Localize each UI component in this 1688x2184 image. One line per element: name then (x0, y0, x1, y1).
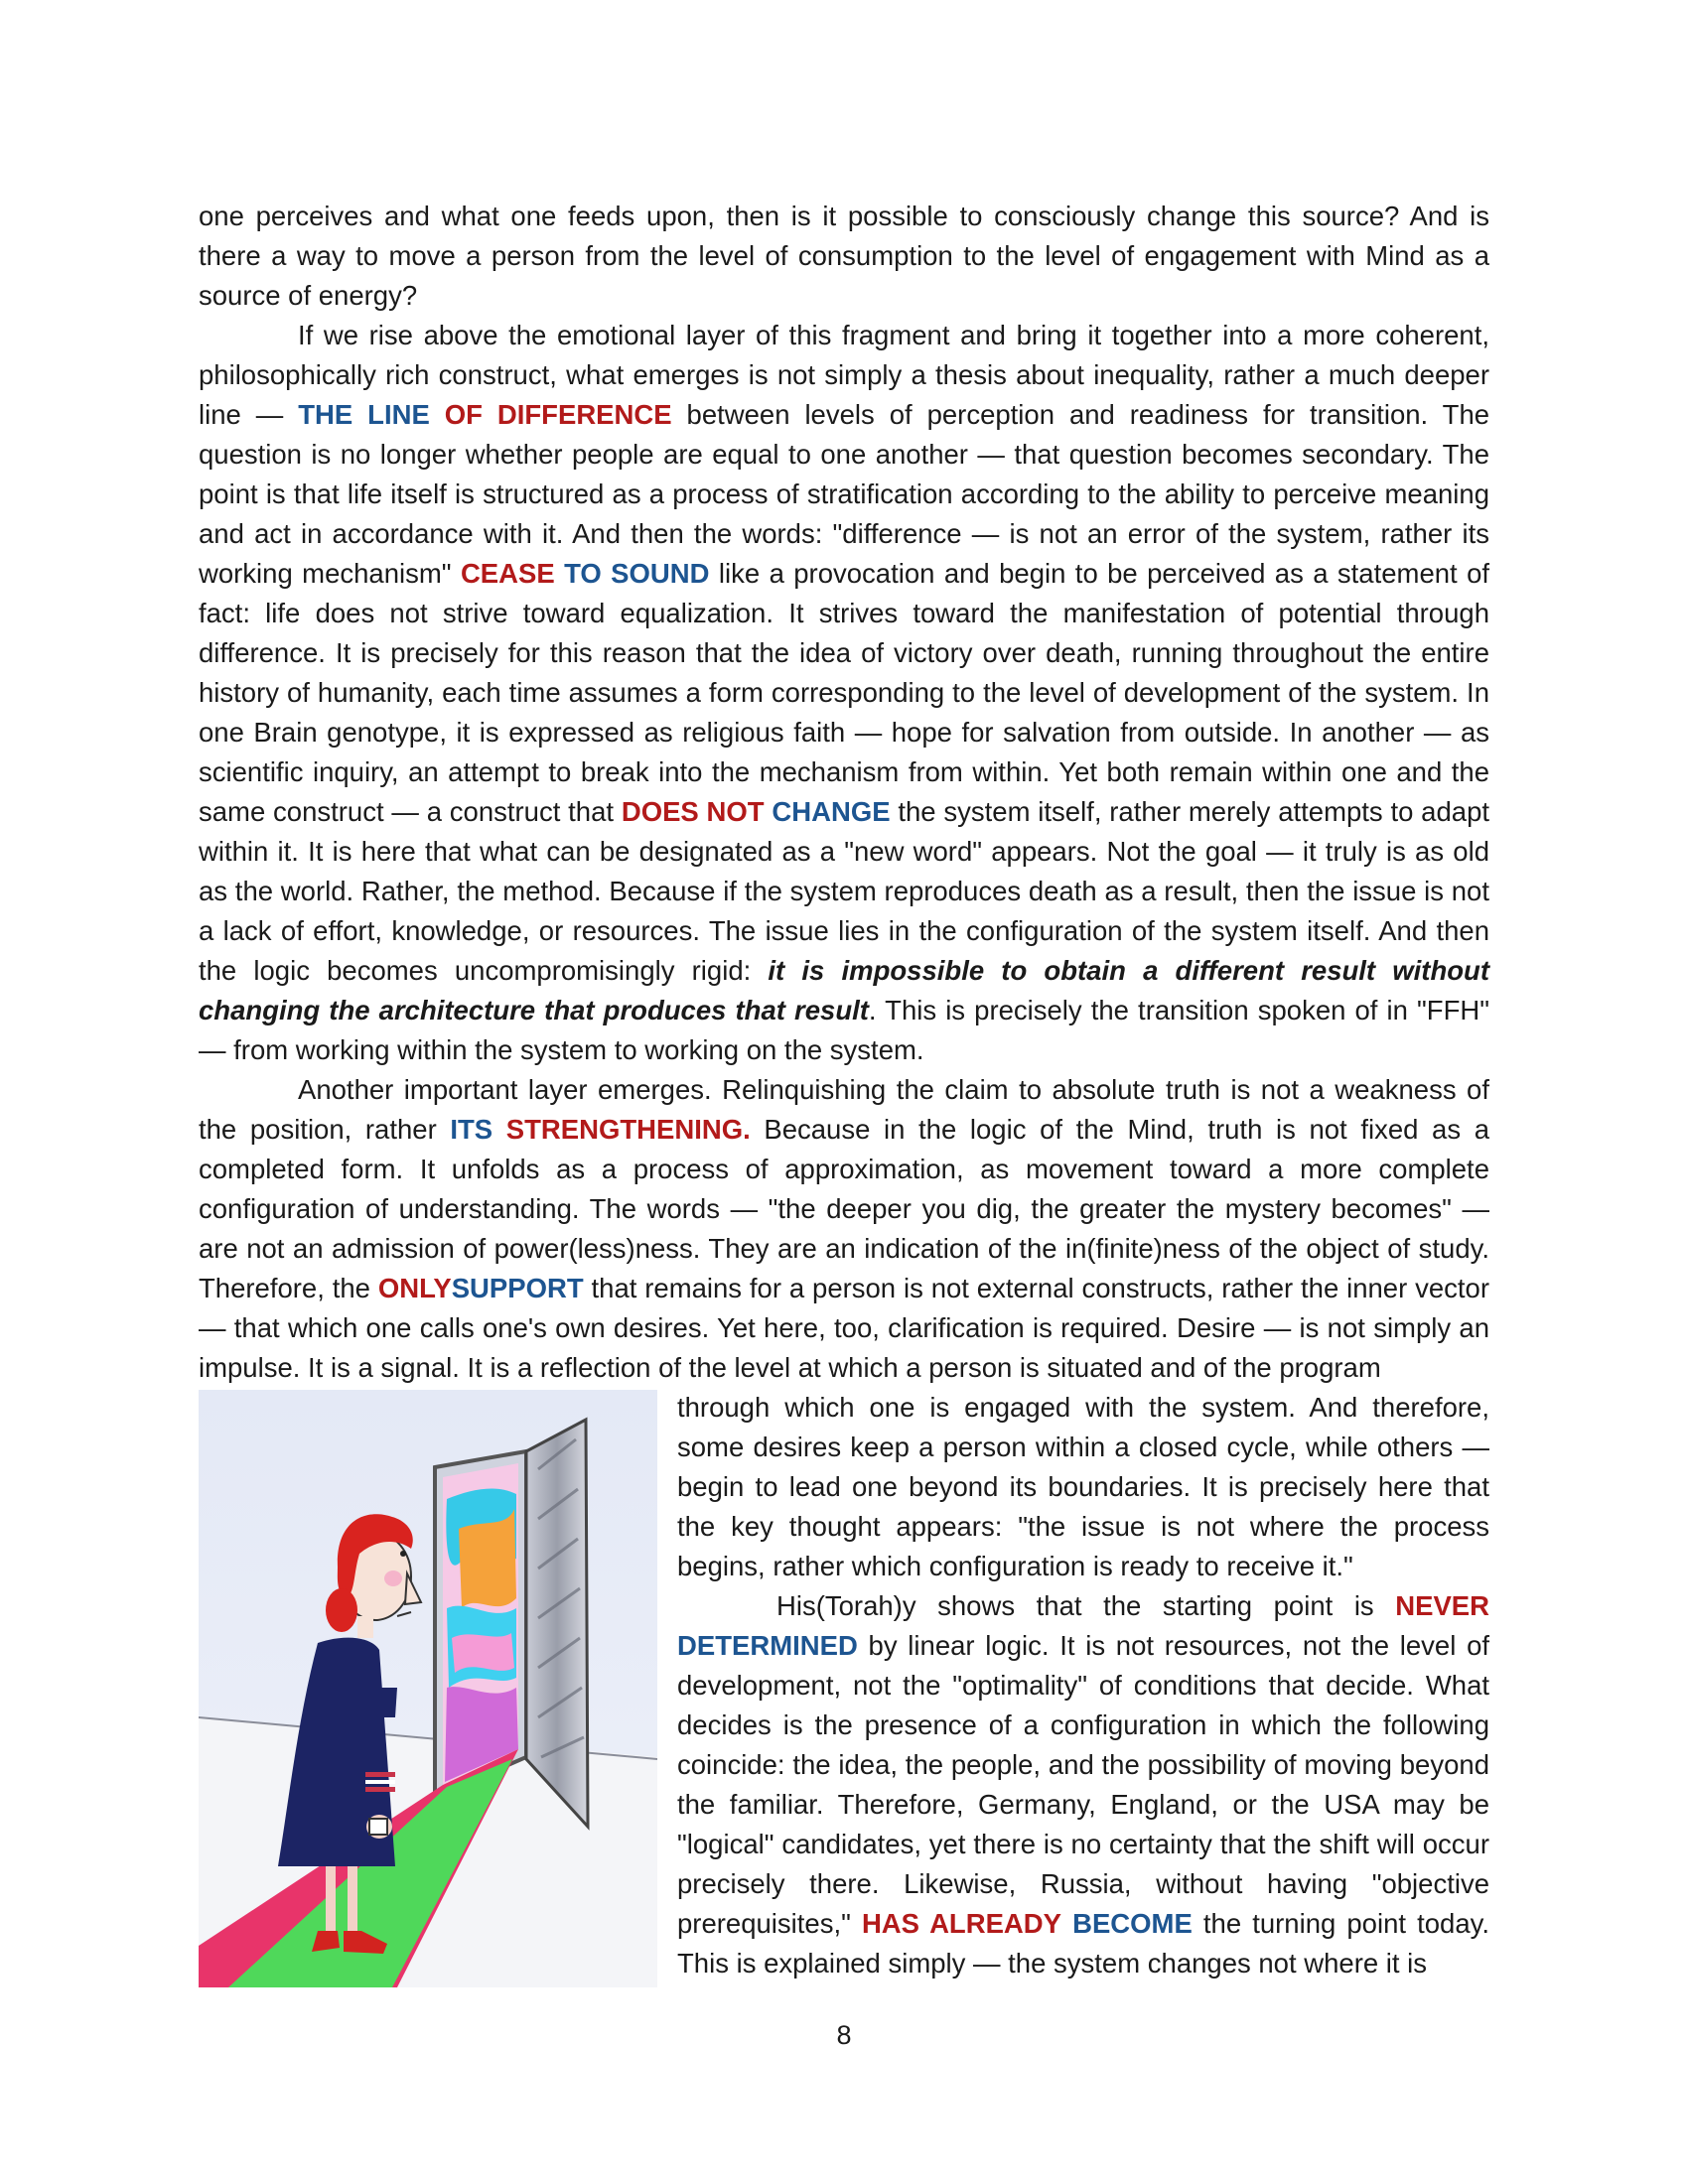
highlight-strengthening: STRENGTHENING. (505, 1114, 751, 1145)
highlight-has-already: HAS ALREADY (861, 1908, 1061, 1939)
woman-at-open-door-illustration (199, 1390, 657, 1987)
p4-text-1: His(Torah)y shows that the starting point is (776, 1590, 1396, 1621)
highlight-cease: CEASE (460, 558, 555, 589)
emphasis-statement: it is impossible to obtain a different result without changing the architecture that produces that result (199, 955, 1489, 1025)
p3-text-3: that remains for a person is not external constructs, rather the inner vector — that which one calls one's own desires. Yet here, too, clarification is required. Desire — is not simply an impulse. It is a signal. It is a reflection of the level at which a person is situated and of the program (199, 1273, 1489, 1383)
p2-text-5: . This is precisely the transition spoken of in "FFH" — from working within the system to working on the system. (199, 995, 1489, 1065)
highlight-of-difference: OF DIFFERENCE (444, 399, 672, 430)
highlight-change: CHANGE (772, 796, 891, 827)
paragraph-3 (199, 1070, 1489, 1388)
highlight-never: NEVER (1395, 1590, 1489, 1621)
highlight-does-not: DOES NOT (621, 796, 765, 827)
highlight-become: BECOME (1072, 1908, 1193, 1939)
highlight-its: ITS (450, 1114, 493, 1145)
p3-text-1: Another important layer emerges. Relinquishing the claim to absolute truth is not a weakness of the position, rather (199, 1074, 1489, 1145)
highlight-determined: DETERMINED (677, 1630, 858, 1661)
highlight-the-line: THE LINE (298, 399, 430, 430)
p2-text-3: like a provocation and begin to be perceived as a statement of fact: life does not strive toward equalization. It strives toward the manifestation of potential through difference. It is precisely for this reason that the idea of victory over death, running throughout the entire history of humanity, each time assumes a form corresponding to the level of development of the system. In one Brain genotype, it is expressed as religious faith — hope for salvation from outside. In another — as scientific inquiry, an attempt to break into the mechanism from within. Yet both remain within one and the same construct — a construct that (199, 558, 1490, 827)
highlight-support: SUPPORT (451, 1273, 584, 1303)
highlight-only: ONLY (377, 1273, 452, 1303)
p2-text-4: the system itself, rather merely attempts to adapt within it. It is here that what can be designated as a "new word" appears. Not the goal — it truly is as old as the world. Rather, the method. Because if the system reproduces death as a result, then the issue is not a lack of effort, knowledge, or resources. The issue lies in the configuration of the system itself. And then the logic becomes uncompromisingly rigid: (199, 796, 1489, 986)
paragraph-2 (199, 316, 1489, 1070)
illustration-svg (199, 1390, 657, 1987)
highlight-to-sound: TO SOUND (564, 558, 710, 589)
page-number: 8 (836, 2020, 852, 2050)
figure-wrap-area (199, 1388, 1489, 1983)
p4-text-3: the turning point today. This is explained simply — the system changes not where it is (677, 1908, 1489, 1979)
p3-text-2: Because in the logic of the Mind, truth is not fixed as a completed form. It unfolds as a process of approximation, as movement toward a more complete configuration of understanding. The words — "the deeper you dig, the greater the mystery becomes" — are not an admission of power(less)ness. They are an indication of the in(finite)ness of the object of study. Therefore, the (199, 1114, 1489, 1303)
paragraph-1 (199, 197, 1489, 316)
body-text (199, 197, 1489, 1987)
p3-text-4: through which one is engaged with the system. And therefore, some desires keep a person within a closed cycle, while others — begin to lead one beyond its boundaries. It is precisely here that the key thought appears: "the issue is not where the process begins, rather which configuration is ready to receive it." (677, 1392, 1489, 1581)
p2-text-2: between levels of perception and readiness for transition. The question is no longer whether people are equal to one another — that question becomes secondary. The point is that life itself is structured as a process of stratification according to the ability to perceive meaning and act in accordance with it. And then the words: "difference — is not an error of the system, rather its working mechanism" (199, 399, 1490, 589)
p4-text-2: by linear logic. It is not resources, not the level of development, not the "optimality" of conditions that decide. What decides is the presence of a configuration in which the following coincide: the idea, the people, and the possibility of moving beyond the familiar. Therefore, Germany, England, or the USA may be "logical" candidates, yet there is no certainty that the shift will occur precisely there. Likewise, Russia, without having "objective prerequisites," (677, 1630, 1489, 1939)
paragraph-1-text: one perceives and what one feeds upon, then is it possible to consciously change this source? And is there a way to move a person from the level of consumption to the level of engagement with Mind as a source of energy? (199, 201, 1489, 311)
p2-text-1: If we rise above the emotional layer of this fragment and bring it together into a more coherent, philosophically rich construct, what emerges is not simply a thesis about inequality, rather a much deeper line — (199, 320, 1489, 430)
